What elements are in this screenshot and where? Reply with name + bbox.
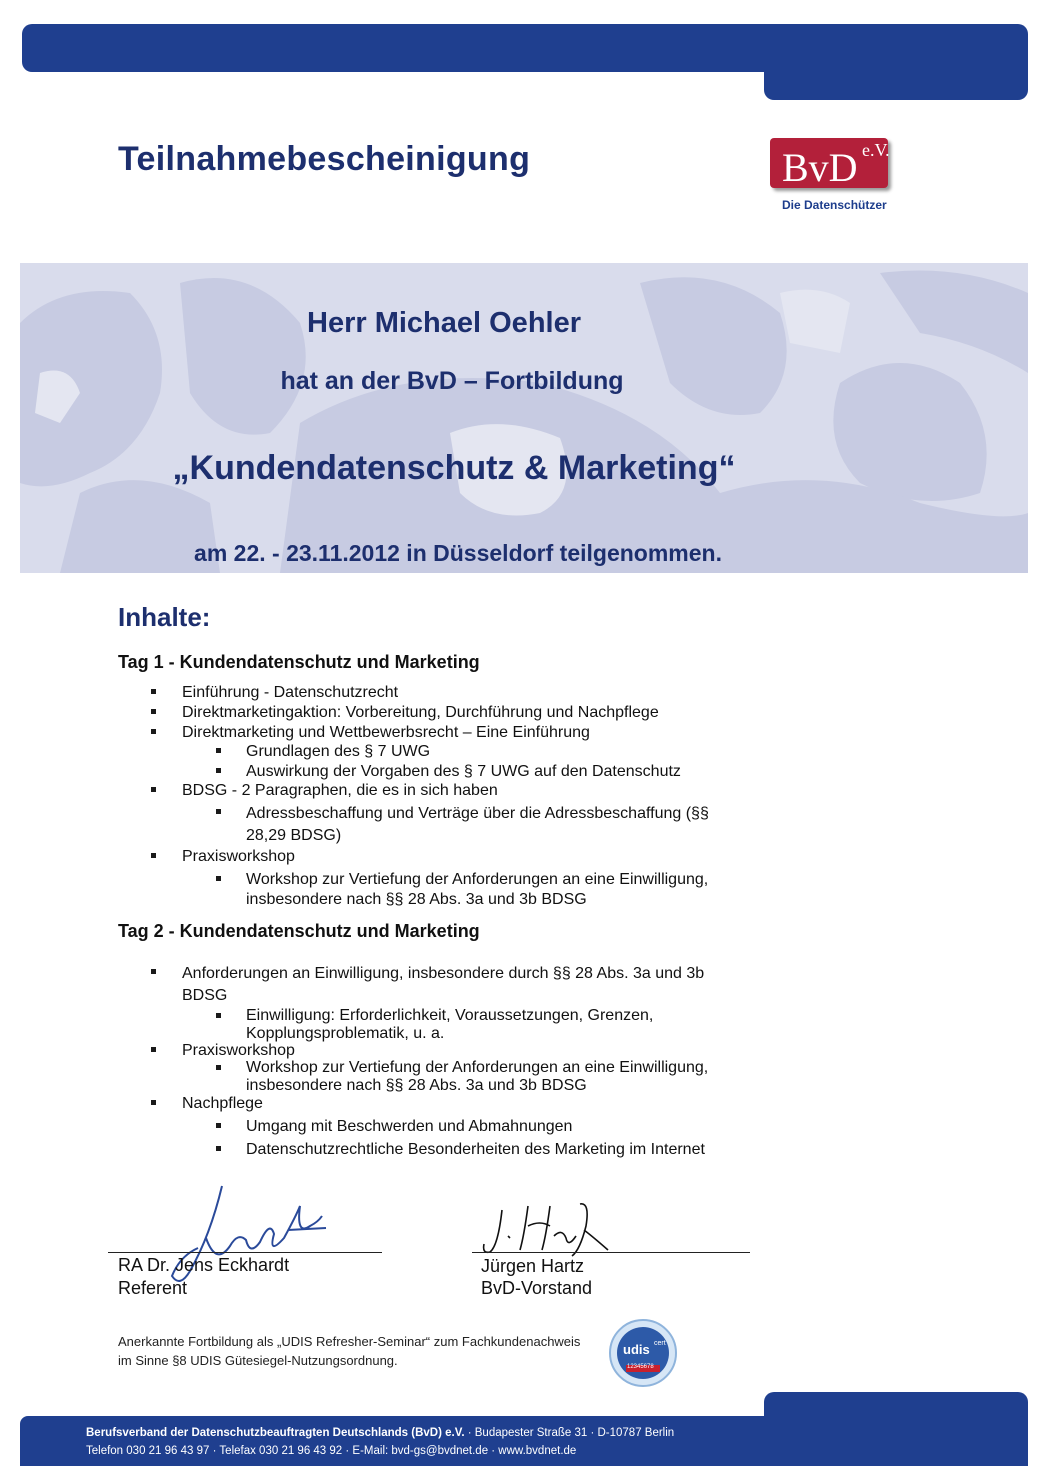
udis-seal-icon bbox=[608, 1318, 678, 1388]
participant-name: Herr Michael Oehler bbox=[307, 307, 581, 339]
list-item: Workshop zur Vertiefung der Anforderungen an eine Einwilligung, insbesondere nach §§ 28 Abs. 3a und 3b BDSG bbox=[246, 1059, 709, 1094]
bullet-icon bbox=[151, 787, 156, 792]
recognition-note bbox=[118, 1332, 638, 1370]
bullet-icon bbox=[216, 768, 221, 773]
course-title: „Kundendatenschutz & Marketing“ bbox=[172, 449, 736, 487]
bullet-icon bbox=[151, 689, 156, 694]
list-item: Datenschutzrechtliche Besonderheiten des Marketing im Internet bbox=[246, 1141, 705, 1158]
list-item: Praxisworkshop bbox=[182, 848, 295, 865]
list-item: Auswirkung der Vorgaben des § 7 UWG auf den Datenschutz bbox=[246, 763, 681, 780]
list-item: Praxisworkshop bbox=[182, 1042, 295, 1059]
document-title: Teilnahmebescheinigung bbox=[118, 140, 531, 178]
footer-contact: Telefon 030 21 96 43 97 · Telefax 030 21 96 43 92 · E-Mail: bvd-gs@bvdnet.de · www.bvdnet.de bbox=[86, 1445, 577, 1457]
footer-bar-main bbox=[20, 1416, 1028, 1466]
signatory-left-name: RA Dr. Jens Eckhardt bbox=[118, 1255, 290, 1275]
list-item: BDSG - 2 Paragraphen, die es in sich haben bbox=[182, 782, 498, 799]
logo-tagline: Die Datenschützer bbox=[782, 198, 887, 212]
header-bar bbox=[22, 24, 1028, 100]
logo-text: BvD bbox=[782, 145, 858, 190]
signatory-left-role: Referent bbox=[118, 1278, 188, 1298]
list-item: Grundlagen des § 7 UWG bbox=[246, 743, 431, 760]
footer-address: · Budapester Straße 31 · D-10787 Berlin bbox=[464, 1427, 675, 1439]
contents-heading: Inhalte: bbox=[118, 602, 211, 632]
day2-heading: Tag 2 - Kundendatenschutz und Marketing bbox=[118, 921, 480, 941]
recognition-line-2: im Sinne §8 UDIS Gütesiegel-Nutzungsordnung. bbox=[118, 1353, 398, 1368]
list-item: Direktmarketingaktion: Vorbereitung, Durchführung und Nachpflege bbox=[182, 704, 659, 721]
list-item: Anforderungen an Einwilligung, insbesondere durch §§ 28 Abs. 3a und 3b BDSG bbox=[182, 965, 705, 1004]
bullet-icon bbox=[151, 709, 156, 714]
participation-line: hat an der BvD – Fortbildung bbox=[280, 367, 624, 395]
seal-brand: udis bbox=[623, 1342, 650, 1357]
list-item: Umgang mit Beschwerden und Abmahnungen bbox=[246, 1118, 573, 1135]
list-item: Direktmarketing und Wettbewerbsrecht – Eine Einführung bbox=[182, 724, 590, 741]
participant-banner bbox=[20, 263, 1028, 573]
bullet-icon bbox=[216, 1065, 221, 1070]
signatory-right-role: BvD-Vorstand bbox=[481, 1278, 593, 1298]
day1-heading: Tag 1 - Kundendatenschutz und Marketing bbox=[118, 652, 480, 672]
list-item: Nachpflege bbox=[182, 1095, 263, 1112]
seal-number: 12345678 bbox=[627, 1364, 654, 1370]
footer-line-1 bbox=[86, 1427, 674, 1439]
logo-box bbox=[770, 138, 888, 188]
list-item: Adressbeschaffung und Verträge über die Adressbeschaffung (§§ 28,29 BDSG) bbox=[246, 805, 709, 844]
bullet-icon bbox=[151, 969, 156, 974]
bullet-icon bbox=[151, 1047, 156, 1052]
signatory-right-name: Jürgen Hartz bbox=[481, 1256, 585, 1276]
recognition-line-1: Anerkannte Fortbildung als „UDIS Refresher-Seminar“ zum Fachkundenachweis bbox=[118, 1334, 581, 1349]
bullet-icon bbox=[151, 729, 156, 734]
signature-line-right bbox=[472, 1252, 750, 1253]
bullet-icon bbox=[216, 876, 221, 881]
bullet-icon bbox=[151, 1100, 156, 1105]
signature-line-left bbox=[108, 1252, 382, 1253]
list-item: Einwilligung: Erforderlichkeit, Voraussetzungen, Grenzen, Kopplungsproblematik, u. a. bbox=[246, 1007, 654, 1042]
list-item: Einführung - Datenschutzrecht bbox=[182, 684, 399, 701]
header-bar-tab bbox=[764, 48, 1028, 100]
bullet-icon bbox=[216, 748, 221, 753]
bullet-icon bbox=[216, 1146, 221, 1151]
list-item: Workshop zur Vertiefung der Anforderungen an eine Einwilligung, insbesondere nach §§ 28 Abs. 3a und 3b BDSG bbox=[246, 871, 709, 908]
logo-suffix: e.V. bbox=[862, 140, 890, 160]
footer-org: Berufsverband der Datenschutzbeauftragten Deutschlands (BvD) e.V. bbox=[86, 1427, 465, 1439]
bvd-logo bbox=[766, 134, 906, 214]
bullet-icon bbox=[216, 1013, 221, 1018]
bullet-icon bbox=[216, 809, 221, 814]
bullet-icon bbox=[216, 1123, 221, 1128]
bullet-icon bbox=[151, 853, 156, 858]
date-location-line: am 22. - 23.11.2012 in Düsseldorf teilgenommen. bbox=[194, 540, 722, 566]
seal-suffix: cert bbox=[654, 1340, 666, 1347]
